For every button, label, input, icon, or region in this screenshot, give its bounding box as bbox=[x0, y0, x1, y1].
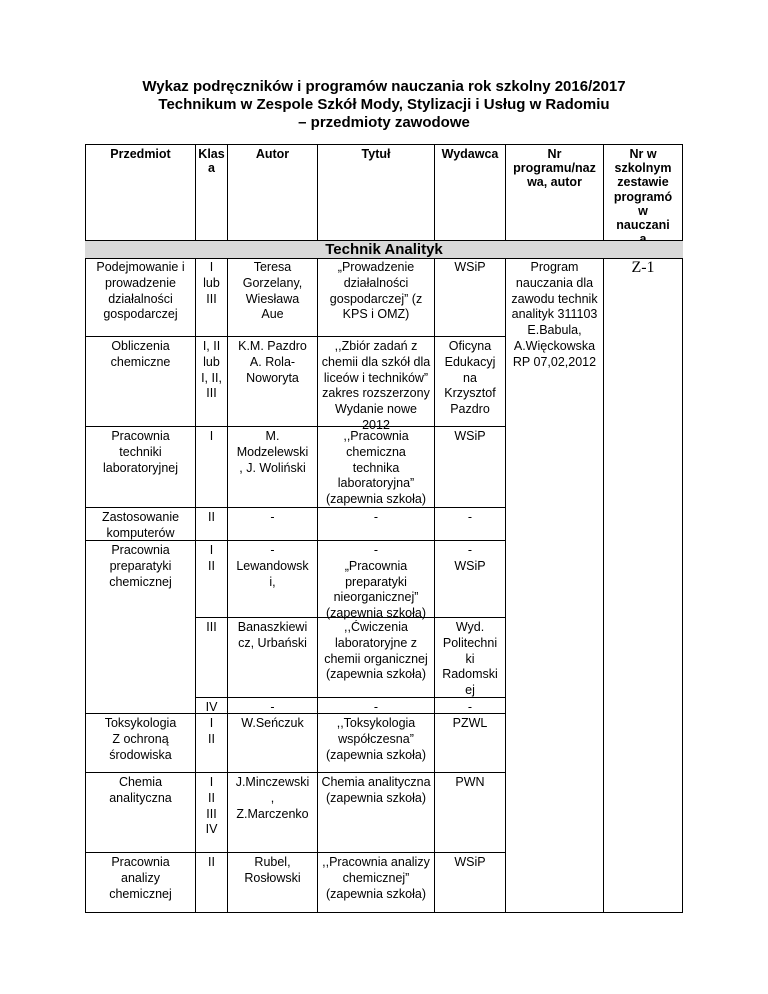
table-cell-klasa: I lub III bbox=[203, 260, 220, 306]
header-nr-zestaw: Nr w szkolnym zestawie programó w nauczani bbox=[613, 147, 673, 233]
table-cell-klasa: I II III IV bbox=[205, 775, 218, 837]
table-cell-autor: J.Minczewski , Z.Marczenko bbox=[235, 775, 310, 821]
table-cell-wydawca: Wyd. Politechni ki Radomski ej bbox=[442, 620, 498, 698]
table-cell-przedmiot: Pracownia analizy chemicznej bbox=[109, 855, 172, 901]
table-cell-tytul: ,,Ćwiczenia laboratoryjne z chemii organicznej (zapewnia szkoła) bbox=[324, 620, 428, 682]
table-cell-klasa: III bbox=[206, 620, 217, 634]
table-cell-klasa: II bbox=[208, 855, 215, 869]
program-code: Z-1 bbox=[631, 260, 655, 276]
table-cell-tytul: - bbox=[373, 510, 379, 524]
table-cell-przedmiot: Chemia analityczna bbox=[109, 775, 172, 805]
table-cell-wydawca: WSiP bbox=[454, 429, 486, 443]
table-cell-przedmiot: Toksykologia Z ochroną środowiska bbox=[104, 716, 177, 762]
title-line-3: – przedmioty zawodowe bbox=[298, 114, 470, 131]
table-cell-klasa: I, II lub I, II, III bbox=[201, 339, 222, 401]
title-line-1: Wykaz podręczników i programów nauczania rok szkolny 2016/2017 bbox=[142, 78, 626, 95]
header-przedmiot: Przedmiot bbox=[110, 147, 171, 161]
table-cell-wydawca: - bbox=[467, 510, 473, 524]
table-cell-tytul: - „Pracownia preparatyki nieorganicznej” (zapewnia szkoła) bbox=[325, 543, 427, 621]
table-cell-autor: Rubel, Rosłowski bbox=[244, 855, 301, 885]
table-cell-autor: W.Seńczuk bbox=[241, 716, 304, 730]
header-autor: Autor bbox=[255, 147, 290, 161]
section-title: Technik Analityk bbox=[325, 241, 443, 258]
table-cell-wydawca: WSiP bbox=[454, 855, 486, 869]
table-cell-przedmiot: Pracownia preparatyki chemicznej bbox=[109, 543, 172, 589]
table-cell-tytul: - bbox=[373, 700, 379, 714]
table-cell-przedmiot: Zastosowanie komputerów bbox=[101, 510, 180, 540]
table-cell-autor: - bbox=[270, 510, 275, 524]
table-cell-klasa: II bbox=[208, 510, 215, 524]
table-cell-klasa: I II bbox=[208, 716, 215, 746]
table-cell-klasa: IV bbox=[205, 700, 218, 714]
table-cell-tytul: ,,Pracownia analizy chemicznej” (zapewnia szkoła) bbox=[322, 855, 430, 901]
table-cell-tytul: „Prowadzenie działalności gospodarczej” (z KPS i OMZ) bbox=[329, 260, 423, 322]
table-cell-autor: Banaszkiewi cz, Urbański bbox=[237, 620, 308, 650]
table-cell-klasa: I II bbox=[208, 543, 215, 573]
table-cell-tytul: ,,Zbiór zadań z chemii dla szkół dla liceów i techników” zakres rozszerzony Wydanie nowe 2012 bbox=[321, 339, 431, 432]
title-line-2: Technikum w Zespole Szkół Mody, Stylizacji i Usług w Radomiu bbox=[158, 96, 610, 113]
section-technik-analityk bbox=[85, 240, 683, 259]
table-cell-przedmiot: Obliczenia chemiczne bbox=[110, 339, 171, 369]
table-cell-autor: M. Modzelewski , J. Woliński bbox=[236, 429, 309, 475]
header-klasa: Klas a bbox=[198, 147, 225, 176]
table-cell-tytul: ,,Toksykologia współczesna” (zapewnia szkoła) bbox=[325, 716, 427, 762]
table-cell-wydawca: Oficyna Edukacyj na Krzysztof Pazdro bbox=[444, 339, 496, 417]
table-cell-autor: - Lewandowsk i, bbox=[236, 543, 309, 589]
table-cell-przedmiot: Pracownia techniki laboratoryjnej bbox=[102, 429, 179, 475]
table-cell-tytul: ,,Pracownia chemiczna technika laboratoryjna” (zapewnia szkoła) bbox=[325, 429, 427, 507]
table-cell-tytul: Chemia analityczna (zapewnia szkoła) bbox=[321, 775, 431, 805]
program-info: Program nauczania dla zawodu technik analityk 311103 E.Babula, A.Więckowska RP 07,02,2012 bbox=[511, 260, 598, 369]
table-cell-przedmiot: Podejmowanie i prowadzenie działalności gospodarczej bbox=[96, 260, 185, 322]
table-cell-wydawca: PZWL bbox=[452, 716, 488, 730]
header-nr-programu: Nr programu/naz wa, autor bbox=[513, 147, 596, 190]
table-cell-klasa: I bbox=[209, 429, 214, 443]
header-wydawca: Wydawca bbox=[441, 147, 499, 161]
table-cell-autor: - bbox=[270, 700, 275, 714]
table-cell-wydawca: - bbox=[467, 700, 473, 714]
table-cell-wydawca: - WSiP bbox=[454, 543, 486, 573]
table-cell-wydawca: WSiP bbox=[454, 260, 486, 274]
table-cell-autor: Teresa Gorzelany, Wiesława Aue bbox=[242, 260, 303, 322]
table-cell-wydawca: PWN bbox=[455, 775, 485, 789]
header-tytul: Tytuł bbox=[361, 147, 391, 161]
table-cell-autor: K.M. Pazdro A. Rola- Noworyta bbox=[238, 339, 307, 385]
